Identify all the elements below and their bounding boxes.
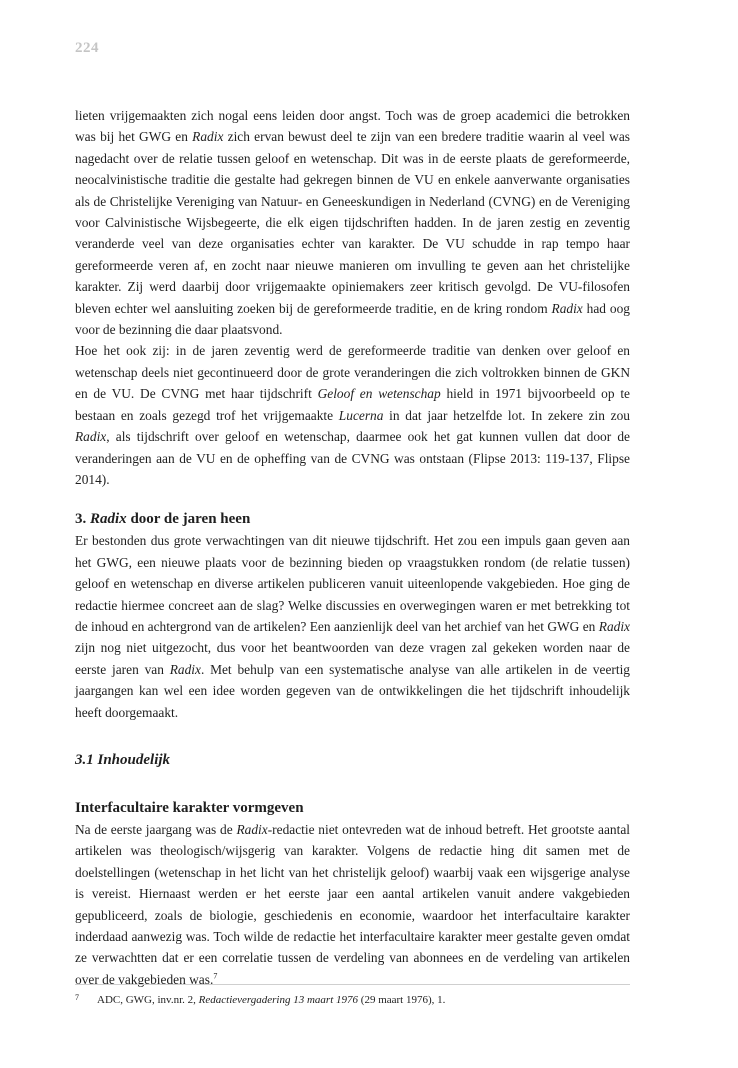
italic-text: Radix <box>75 429 107 445</box>
text-run: in dat jaar hetzelfde lot. In zekere zin zou <box>383 407 631 423</box>
page-number: 224 <box>75 40 99 56</box>
text-run: ADC, GWG, inv.nr. 2, <box>97 994 199 1006</box>
footnote-text <box>97 992 445 1008</box>
topic-heading: Interfacultaire karakter vormgeven <box>75 799 304 816</box>
text-run: , als tijdschrift over geloof en wetenschap, daarmee ook het gat kunnen vullen dat door de veranderingen aan de VU en de opheffing van de CVNG was ontstaan (Flipse 2013: 119-137, Flipse 2014). <box>75 429 630 487</box>
text-run: Hoe het ook zij: in de jaren zeventig werd de gereformeerde traditie van denken over geloof en wetenschap deels niet gecontinueerd door de grote veranderingen die zich voltrokken binnen de GKN en de VU. De CVNG met haar tijdschrift <box>75 343 630 402</box>
text-run: zich ervan bewust deel te zijn van een bredere traditie waarin al veel was nagedacht over de relatie tussen geloof en wetenschap. Dit was in de eerste plaats de gereformeerde, neocalvinistische traditie die gestalte had gekregen binnen de VU en enkele aanverwante organisaties als de Christelijke Vereniging van Natuur- en Geneeskundigen in Nederland (CVNG) en de Vereniging voor Calvinistische Wijsbegeerte, die elk eigen tijdschriften hadden. In de jaren zestig en zeventig veranderde veel van deze organisaties echter van karakter. De VU schudde in rap tempo haar gereformeerde veren af, en zocht naar nieuwe manieren om invulling te geven aan het christelijke karakter. Zij werd daarbij door vrijgemaakte opiniemakers zeer kritisch gevolgd. De VU-filosofen bleven echter wel aansluiting zoeken bij de gereformeerde traditie, en de kring rondom <box>75 129 630 316</box>
subsection-heading: 3.1 Inhoudelijk <box>75 751 171 768</box>
italic-text: Redactievergadering 13 maart 1976 <box>198 994 359 1006</box>
text-run: had oog voor de bezinning die daar plaatsvond. <box>75 300 630 338</box>
text-run: -redactie niet ontevreden wat de inhoud betreft. Het grootste aantal artikelen was theologisch/wijsgerig van karakter. Volgens de redactie hing dit samen met de doelstellingen (wetenschap in het licht van het christelijk geloof) waarbij vaak een wijsgerige analyse is vereist. Hiernaast werden er het eerste jaar een aantal artikelen vanuit andere vakgebieden gepubliceerd, zoals de biologie, geschiedenis en economie, waardoor het interfacultaire karakter inderdaad aanwezig was. Toch wilde de redactie het interfacultaire karakter meer gestalte geven omdat ze verwachtten dat er een correlatie tussen de verdeling van abonnees en de verdeling van artikelen over de vakgebieden was. <box>75 821 630 987</box>
text-run: hield in 1971 bijvoorbeeld op te bestaan en zoals gezegd trof het vrijgemaakte <box>75 386 630 423</box>
italic-text: Geloof en wetenschap <box>317 386 441 402</box>
paragraph <box>75 105 630 340</box>
italic-text: Radix <box>192 129 224 145</box>
text-run: . Met behulp van een systematische analyse van alle artikelen in de veertig jaargangen kan wel een idee worden gegeven van de ontwikkelingen die het tijdschrift inhoudelijk heeft doorgemaakt. <box>75 661 630 720</box>
italic-text: Radix <box>598 618 630 634</box>
text-run: (29 maart 1976), 1. <box>358 994 446 1006</box>
section-heading <box>75 508 630 530</box>
text-run: Er bestonden dus grote verwachtingen van dit nieuwe tijdschrift. Het zou een impuls gaan geven aan het GWG, een nieuwe plaats voor de bezinning bieden op vraagstukken rondom (de relatie tussen) geloof en wetenschap en diverse artikelen publiceren vanuit uiteenlopende vakgebieden. Hoe ging de redactie hiermee concreet aan de slag? Welke discussies en overwegingen waren er met betrekking tot de inhoud en achtergrond van de artikelen? Een aanzienlijk deel van het archief van het GWG en <box>75 533 630 634</box>
text-run: zijn nog niet uitgezocht, dus voor het beantwoorden van deze vragen zal gekeken worden naar de eerste jaren van <box>75 640 630 677</box>
text-run: lieten vrijgemaakten zich nogal eens leiden door angst. Toch was de groep academici die betrokken was bij het GWG en <box>75 108 630 145</box>
main-text <box>75 105 630 990</box>
paragraph <box>75 530 630 723</box>
paragraph <box>75 340 630 490</box>
footnote-ref: 7 <box>213 971 218 981</box>
text-run: door de jaren heen <box>126 511 251 528</box>
italic-text: Radix <box>90 511 127 528</box>
footnote <box>75 992 630 1008</box>
italic-text: Radix <box>236 821 268 837</box>
text-run: Na de eerste jaargang was de <box>75 821 237 837</box>
italic-text: Radix <box>551 300 583 316</box>
text-run: 3. <box>75 511 90 528</box>
italic-text: Lucerna <box>338 407 384 423</box>
footnote-number: 7 <box>75 993 79 1002</box>
italic-text: Radix <box>169 661 201 677</box>
footnotes <box>75 984 630 1008</box>
paragraph <box>75 819 630 990</box>
